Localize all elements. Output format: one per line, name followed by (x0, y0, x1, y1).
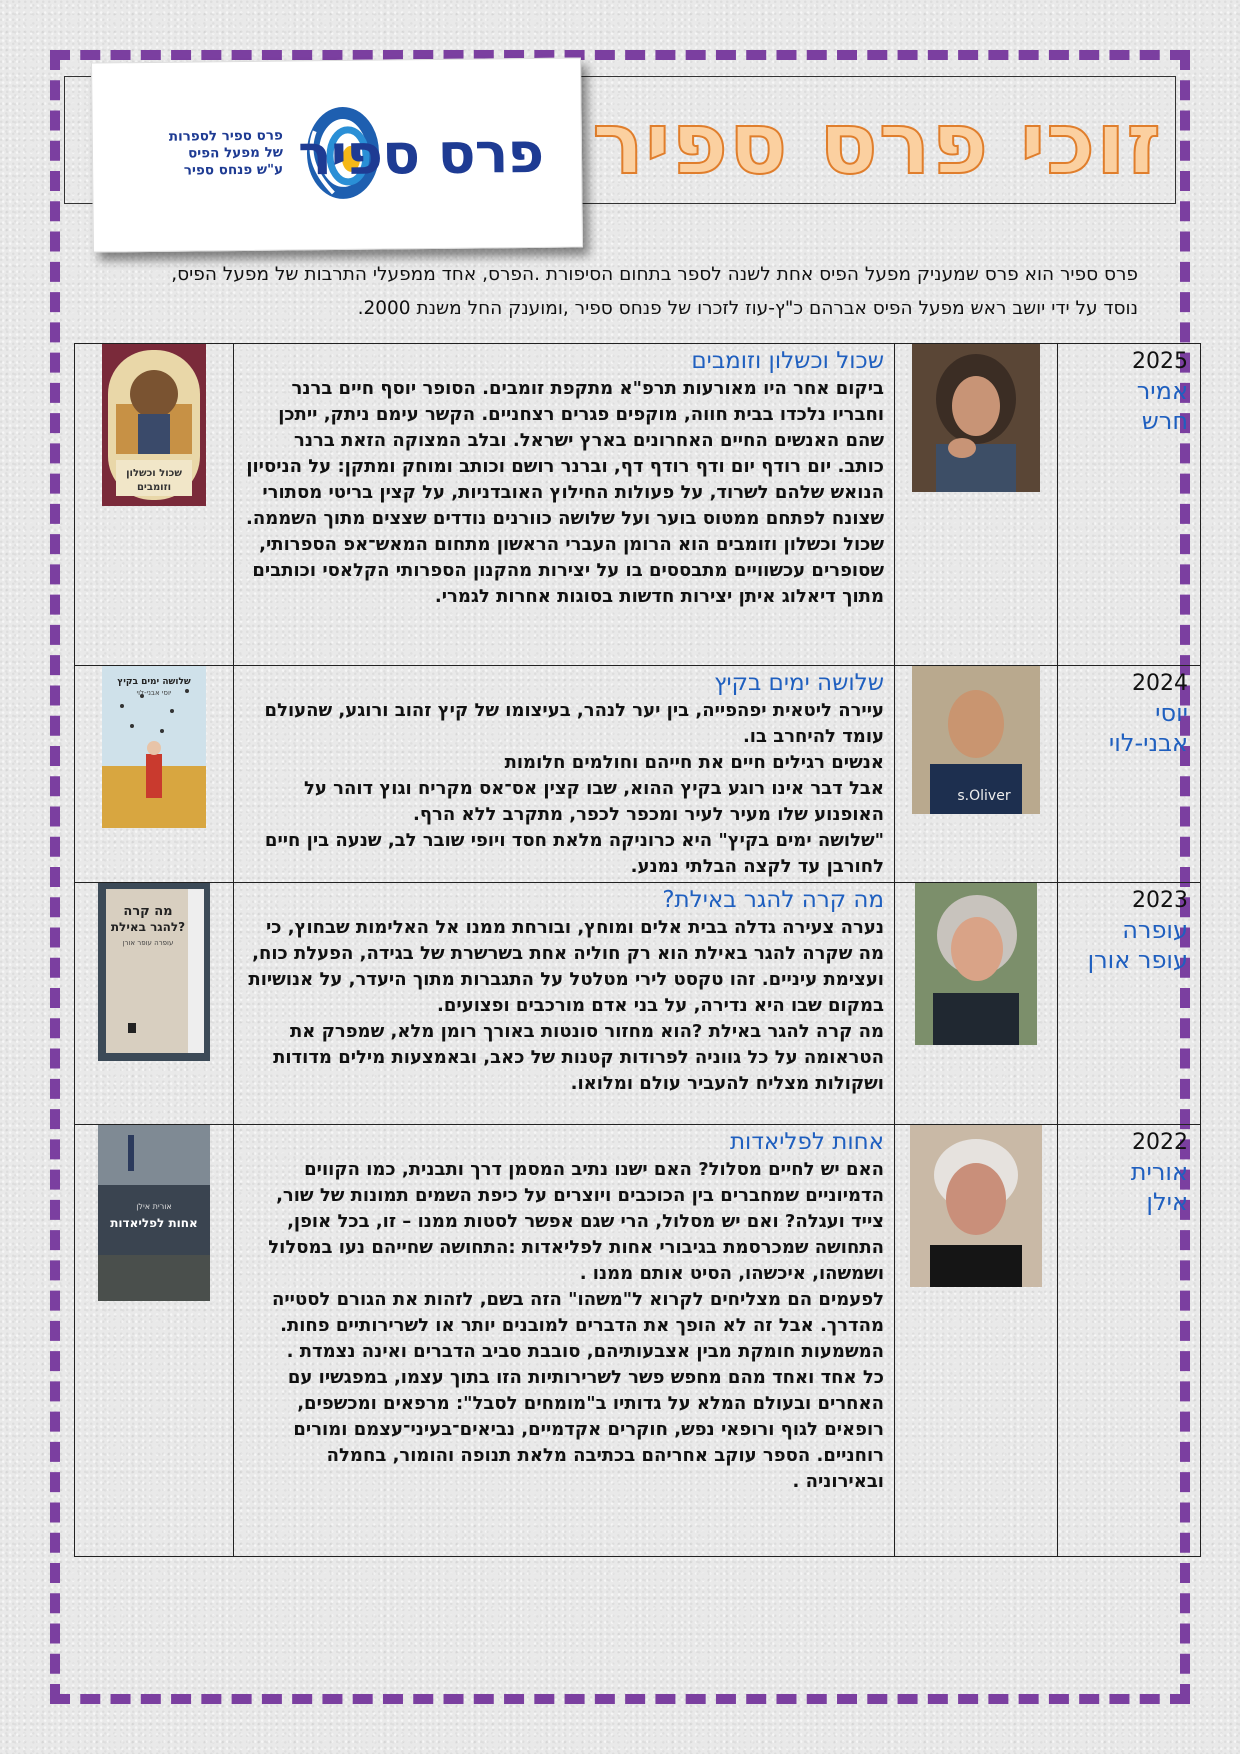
author-photo-cell (895, 1125, 1058, 1557)
svg-text:יוסי אבני-לוי: יוסי אבני-לוי (136, 689, 172, 697)
award-year: 2023 (1132, 888, 1188, 913)
svg-text:אחות לפליאדות: אחות לפליאדות (110, 1216, 198, 1230)
author-last-name: עופר אורן (1087, 946, 1188, 974)
book-cover-image (98, 883, 210, 1061)
author-photo-cell (895, 666, 1058, 883)
book-description: נערה צעירה גדלה בבית אלים ומוחץ, ובורחת ממנו אל האלימות שבחוץ, כי מה שקרה להגר באילת הוא רק חוליה אחת בשרשרת של בגידה, הפעלת כוח, ועצימת עיניים. זהו טקסט לירי מטלטל על התגברות מתוך היעדר, על אנושיות במקום שבו היא נדירה, על בני אדם מורכבים ופצועים. מה קרה להגר באילת ?הוא מחזור סונטות באורך רומן מלא, שמפרק את הטראומה על כל גווניה לפרודות קטנות של כאב, ובאמצעות מילים מדודות ושקולות מצליח להעביר עולם ומלואו. (248, 917, 884, 1094)
book-description-cell (234, 1125, 895, 1557)
author-first-name: יוסי (1155, 699, 1188, 727)
book-title: שלושה ימים בקיץ (714, 670, 884, 696)
book-description: ביקום אחר היו מאורעות תרפ"א מתקפת זומבים. הסופר יוסף חיים ברנר וחבריו נלכדו בבית חווה, מוקפים פגרים רצחניים. הקשר עימם ניתק, ייתכן שהם האנשים החיים האחרונים בארץ ישראל. ובלב המצוקה הזאת ברנר כותב. יום רודף יום ודף רודף דף, וברנר רושם וכותב ומוחק ומתקן: על הניסיון הנואש שלהם לשרוד, על פעולות החילוץ האובדניות, על קצין בריטי מסתורי שצונח לפתחם ממטוס בוער ועל שלושה כוורנים נודדים שצצים מתוך השממה. שכול וכשלון וזומבים הוא הרומן העברי הראשון מתחום המאש־אפ הספרותי, שסופרים עכשוויים מתבססים בו על יצירות מהקנון הספרותי הקלאסי וכותבים מתוך דיאלוג איתן יצירות חדשות בסוגות אחרות לגמרי. (245, 378, 884, 607)
svg-text:עופרה עופר אורן: עופרה עופר אורן (122, 939, 174, 947)
author-first-name: אמיר (1136, 377, 1188, 405)
page-title: זוכי פרס ספיר (592, 94, 1162, 194)
book-description: האם יש לחיים מסלול? האם ישנו נתיב המסמן דרך ותבנית, כמו הקווים הדמיוניים שמחברים בין הכוכבים ויוצרים על כיפת השמים תמונות של שור, צייד ועגלה? ואם יש מסלול, הרי שגם אפשר לסטות ממנו – זו, בכל אופן, התחושה שמכרסמת בגיבורי אחות לפליאדות :התחושה שחייהם נעו במסלול ושמשהו, איכשהו, הסיט אותם ממנו . לפעמים הם מצליחים לקרוא ל"משהו" הזה בשם, לזהות את הגורם לסטייה מהדרך. אבל זה לא הופך את הדברים למובנים יותר או לשרירותיים פחות. המשמעות חומקת מבין אצבעותיהם, סובבת סביב הדברים ואינה נצמדת . כל אחד ואחד מהם מחפש פשר לשרירותיות הזו בתוך עצמו, במפגשיו עם האחרים ובעולם המלא על גדותיו ב"מומחים לסבל": מרפאים ומכשפים, רופאים לגוף ורופאי נפש, חוקרים אקדמיים, נביאים־בעיני־עצמם ומורים רוחניים. הספר עוקב אחריהם בכתיבה מלאת תנופה והומור, בחמלה ובאירוניה . (268, 1159, 884, 1492)
svg-text:שכול וכשלון: שכול וכשלון (126, 468, 182, 479)
year-author-cell (1058, 883, 1201, 1125)
author-photo (915, 883, 1037, 1045)
book-cover-cell (75, 344, 234, 666)
author-last-name: אבני-לוי (1108, 729, 1188, 757)
svg-text:וזומבים: וזומבים (136, 482, 172, 493)
svg-text:אורית אילן: אורית אילן (136, 1202, 172, 1211)
author-photo-cell (895, 344, 1058, 666)
sapir-prize-logo (91, 57, 583, 252)
book-description: עיירה ליטאית יפהפייה, בין יער לנהר, בעיצומו של קיץ זהוב ורוגע, שהעולם עומד להיחרב בו. אנשים רגילים חיים את חייהם וחולמים חלומות אבל דבר אינו רוגע בקיץ ההוא, שבו קצין אס־אס מקריח וגוץ דוהר על האופנוע שלו מעיר לעיר ומכפר לכפר, מתקרב ללא הרף. "שלושה ימים בקיץ" היא כרוניקה מלאת חסד ויופי שובר לב, שנעה בין חיים לחורבן עד לקצה הבלתי נמנע. (264, 700, 884, 877)
book-cover-image (102, 344, 206, 506)
svg-text:שלושה ימים בקיץ: שלושה ימים בקיץ (117, 677, 191, 687)
table-row (75, 666, 1201, 883)
book-title: מה קרה להגר באילת? (662, 887, 884, 913)
winners-table (74, 343, 1201, 1557)
author-photo (912, 344, 1040, 492)
table-row (75, 883, 1201, 1125)
award-year: 2024 (1132, 671, 1188, 696)
award-year: 2022 (1132, 1130, 1188, 1155)
logo-tagline: פרס ספיר לספרות של מפעל הפיס ע"ש פנחס ספיר (168, 127, 284, 179)
author-photo (910, 1125, 1042, 1287)
author-first-name: אורית (1130, 1158, 1188, 1186)
svg-text:להגר באילת?: להגר באילת? (110, 920, 186, 934)
book-description-cell (234, 344, 895, 666)
book-description-cell (234, 883, 895, 1125)
book-cover-cell (75, 883, 234, 1125)
book-title: שכול וכשלון וזומבים (691, 348, 884, 374)
svg-text:מה קרה: מה קרה (123, 904, 173, 919)
award-year: 2025 (1132, 349, 1188, 374)
author-last-name: חרש (1141, 407, 1188, 435)
year-author-cell (1058, 344, 1201, 666)
book-cover-image (98, 1125, 210, 1301)
table-row (75, 344, 1201, 666)
author-photo (912, 666, 1040, 814)
year-author-cell (1058, 1125, 1201, 1557)
author-photo-cell (895, 883, 1058, 1125)
svg-text:s.Oliver: s.Oliver (957, 788, 1011, 804)
book-description-cell (234, 666, 895, 883)
table-row (75, 1125, 1201, 1557)
year-author-cell (1058, 666, 1201, 883)
author-first-name: עופרה (1122, 916, 1188, 944)
book-cover-cell (75, 1125, 234, 1557)
book-cover-cell (75, 666, 234, 883)
author-last-name: אילן (1146, 1188, 1188, 1216)
book-title: אחות לפליאדות (729, 1129, 884, 1155)
intro-paragraph: פרס ספיר הוא פרס שמעניק מפעל הפיס אחת לשנה לספר בתחום הסיפורת .הפרס, אחד ממפעלי התרבות של מפעל הפיס, נוסד על ידי יושב ראש מפעל הפיס אברהם כ"ץ-עוז לזכרו של פנחס ספיר ,ומוענק החל משנת 2000. (171, 264, 1138, 319)
book-cover-image (102, 666, 206, 828)
logo-name: פרס ספיר (297, 120, 544, 189)
